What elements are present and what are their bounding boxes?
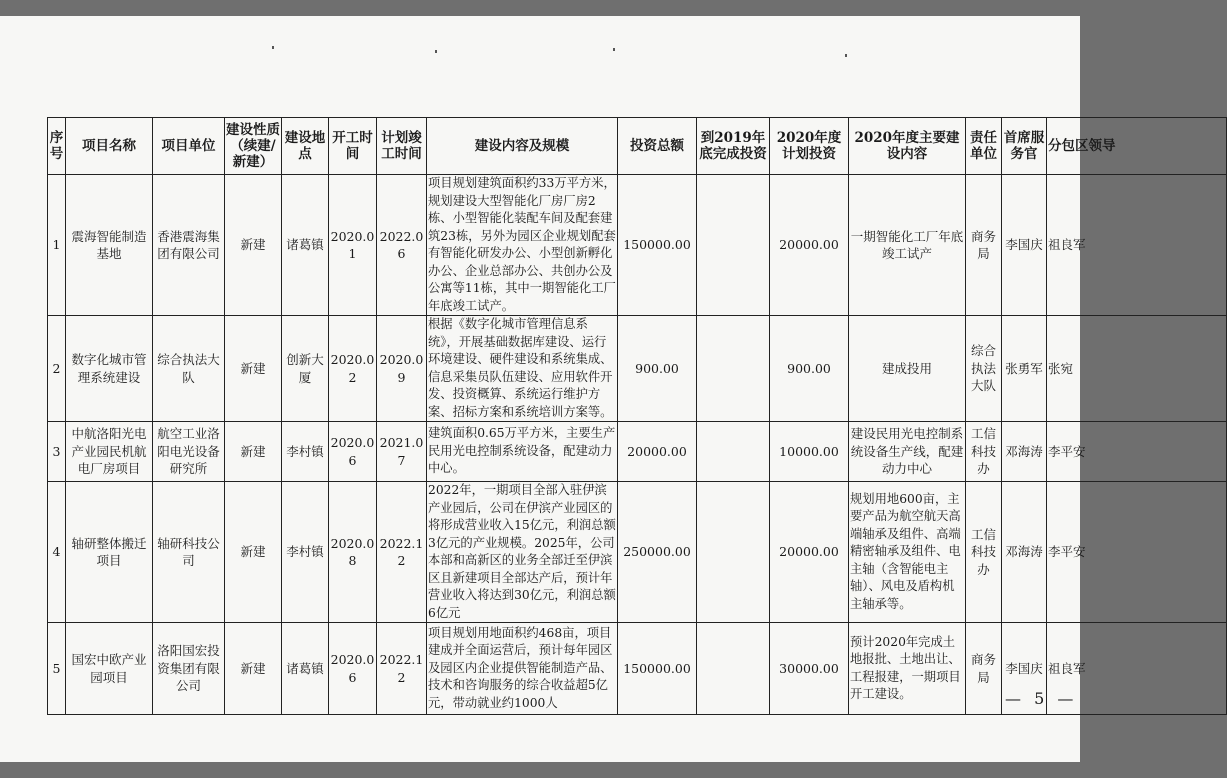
cell-type: 新建 bbox=[225, 482, 282, 623]
cell-done2019 bbox=[697, 422, 770, 482]
cell-content: 项目规划用地面积约468亩，项目建成并全面运营后，预计每年园区及园区内企业提供智能制造产品、技术和咨询服务的综合收益超5亿元，带动就业约1000人 bbox=[427, 623, 618, 715]
cell-plan2020: 900.00 bbox=[770, 316, 849, 422]
cell-end: 2020.09 bbox=[377, 316, 427, 422]
header-cell: 分包区领导 bbox=[1047, 118, 1227, 175]
cell-unit: 综合执法大队 bbox=[153, 316, 225, 422]
cell-plan2020: 20000.00 bbox=[770, 175, 849, 316]
cell-type: 新建 bbox=[225, 175, 282, 316]
cell-leader: 祖良军 bbox=[1047, 623, 1227, 715]
scan-speck bbox=[845, 54, 847, 57]
cell-done2019 bbox=[697, 623, 770, 715]
cell-start: 2020.02 bbox=[329, 316, 377, 422]
cell-name: 国宏中欧产业园项目 bbox=[66, 623, 153, 715]
header-cell: 投资总额 bbox=[618, 118, 697, 175]
cell-end: 2022.12 bbox=[377, 482, 427, 623]
cell-dept: 工信科技办 bbox=[966, 422, 1002, 482]
cell-no: 1 bbox=[48, 175, 66, 316]
cell-leader: 李平安 bbox=[1047, 422, 1227, 482]
header-cell: 责任单位 bbox=[966, 118, 1002, 175]
cell-total: 250000.00 bbox=[618, 482, 697, 623]
page-number: — 5 — bbox=[1005, 689, 1078, 708]
cell-end: 2022.06 bbox=[377, 175, 427, 316]
cell-leader: 李平安 bbox=[1047, 482, 1227, 623]
cell-dept: 商务局 bbox=[966, 175, 1002, 316]
cell-total: 150000.00 bbox=[618, 623, 697, 715]
cell-place: 诸葛镇 bbox=[282, 623, 329, 715]
cell-total: 20000.00 bbox=[618, 422, 697, 482]
cell-name: 中航洛阳光电产业园民机航电厂房项目 bbox=[66, 422, 153, 482]
scan-speck bbox=[613, 48, 615, 51]
header-cell: 首席服务官 bbox=[1002, 118, 1047, 175]
cell-start: 2020.08 bbox=[329, 482, 377, 623]
cell-plan2020: 20000.00 bbox=[770, 482, 849, 623]
project-table bbox=[47, 117, 1227, 715]
cell-name: 数字化城市管理系统建设 bbox=[66, 316, 153, 422]
cell-done2019 bbox=[697, 175, 770, 316]
cell-total: 900.00 bbox=[618, 316, 697, 422]
cell-done2019 bbox=[697, 482, 770, 623]
cell-content: 2022年，一期项目全部入驻伊滨产业园后，公司在伊滨产业园区的将形成营业收入15亿元，利润总额3亿元的产业规模。2025年，公司本部和高新区的业务全部迁至伊滨区且新建项目全部达产后，预计年营业收入将达到30亿元，利润总额6亿元 bbox=[427, 482, 618, 623]
cell-main2020: 建设民用光电控制系统设备生产线，配建动力中心 bbox=[849, 422, 966, 482]
cell-done2019 bbox=[697, 316, 770, 422]
cell-officer: 李国庆 bbox=[1002, 623, 1047, 715]
cell-end: 2021.07 bbox=[377, 422, 427, 482]
header-cell: 项目名称 bbox=[66, 118, 153, 175]
header-cell: 开工时间 bbox=[329, 118, 377, 175]
header-cell: 2020年度计划投资 bbox=[770, 118, 849, 175]
header-cell: 2020年度主要建设内容 bbox=[849, 118, 966, 175]
cell-place: 李村镇 bbox=[282, 422, 329, 482]
cell-type: 新建 bbox=[225, 623, 282, 715]
header-cell: 序号 bbox=[48, 118, 66, 175]
table-row bbox=[48, 482, 1227, 623]
cell-unit: 香港震海集团有限公司 bbox=[153, 175, 225, 316]
cell-type: 新建 bbox=[225, 422, 282, 482]
cell-name: 震海智能制造基地 bbox=[66, 175, 153, 316]
cell-place: 诸葛镇 bbox=[282, 175, 329, 316]
header-cell: 建设内容及规模 bbox=[427, 118, 618, 175]
scan-speck bbox=[272, 46, 274, 49]
cell-name: 轴研整体搬迁项目 bbox=[66, 482, 153, 623]
cell-type: 新建 bbox=[225, 316, 282, 422]
cell-place: 李村镇 bbox=[282, 482, 329, 623]
table-row bbox=[48, 422, 1227, 482]
scan-speck bbox=[435, 50, 437, 53]
table-row bbox=[48, 175, 1227, 316]
cell-officer: 邓海涛 bbox=[1002, 482, 1047, 623]
cell-main2020: 建成投用 bbox=[849, 316, 966, 422]
cell-dept: 工信科技办 bbox=[966, 482, 1002, 623]
cell-start: 2020.01 bbox=[329, 175, 377, 316]
header-cell: 项目单位 bbox=[153, 118, 225, 175]
cell-unit: 洛阳国宏投资集团有限公司 bbox=[153, 623, 225, 715]
header-row bbox=[48, 118, 1227, 175]
cell-officer: 李国庆 bbox=[1002, 175, 1047, 316]
header-cell: 建设性质（续建/新建） bbox=[225, 118, 282, 175]
table-row bbox=[48, 316, 1227, 422]
cell-no: 2 bbox=[48, 316, 66, 422]
cell-start: 2020.06 bbox=[329, 422, 377, 482]
cell-start: 2020.06 bbox=[329, 623, 377, 715]
cell-place: 创新大厦 bbox=[282, 316, 329, 422]
cell-plan2020: 30000.00 bbox=[770, 623, 849, 715]
header-cell: 计划竣工时间 bbox=[377, 118, 427, 175]
cell-unit: 航空工业洛阳电光设备研究所 bbox=[153, 422, 225, 482]
cell-content: 建筑面积0.65万平方米，主要生产民用光电控制系统设备，配建动力中心。 bbox=[427, 422, 618, 482]
cell-plan2020: 10000.00 bbox=[770, 422, 849, 482]
cell-total: 150000.00 bbox=[618, 175, 697, 316]
cell-no: 3 bbox=[48, 422, 66, 482]
scanned-page bbox=[0, 16, 1116, 762]
cell-main2020: 规划用地600亩，主要产品为航空航天高端轴承及组件、高端精密轴承及组件、电主轴（含智能电主轴）、风电及盾构机主轴承等。 bbox=[849, 482, 966, 623]
cell-main2020: 预计2020年完成土地报批、土地出让、工程报建，一期项目开工建设。 bbox=[849, 623, 966, 715]
cell-dept: 综合执法大队 bbox=[966, 316, 1002, 422]
cell-officer: 张勇军 bbox=[1002, 316, 1047, 422]
cell-main2020: 一期智能化工厂年底竣工试产 bbox=[849, 175, 966, 316]
cell-content: 根据《数字化城市管理信息系统》，开展基础数据库建设、运行环境建设、硬件建设和系统集成、信息采集员队伍建设、应用软件开发、投资概算、系统运行维护方案、招标方案和系统培训方案等。 bbox=[427, 316, 618, 422]
cell-dept: 商务局 bbox=[966, 623, 1002, 715]
cell-no: 5 bbox=[48, 623, 66, 715]
header-cell: 到2019年底完成投资 bbox=[697, 118, 770, 175]
cell-content: 项目规划建筑面积约33万平方米，规划建设大型智能化厂房厂房2栋、小型智能化装配车间及配套建筑23栋，另外为园区企业规划配套有智能化研发办公、小型创新孵化办公、企业总部办公、共创办公及公寓等11栋，其中一期智能化工厂年底竣工试产。 bbox=[427, 175, 618, 316]
cell-leader: 祖良军 bbox=[1047, 175, 1227, 316]
cell-officer: 邓海涛 bbox=[1002, 422, 1047, 482]
cell-no: 4 bbox=[48, 482, 66, 623]
cell-end: 2022.12 bbox=[377, 623, 427, 715]
header-cell: 建设地点 bbox=[282, 118, 329, 175]
cell-leader: 张宛 bbox=[1047, 316, 1227, 422]
cell-unit: 轴研科技公司 bbox=[153, 482, 225, 623]
